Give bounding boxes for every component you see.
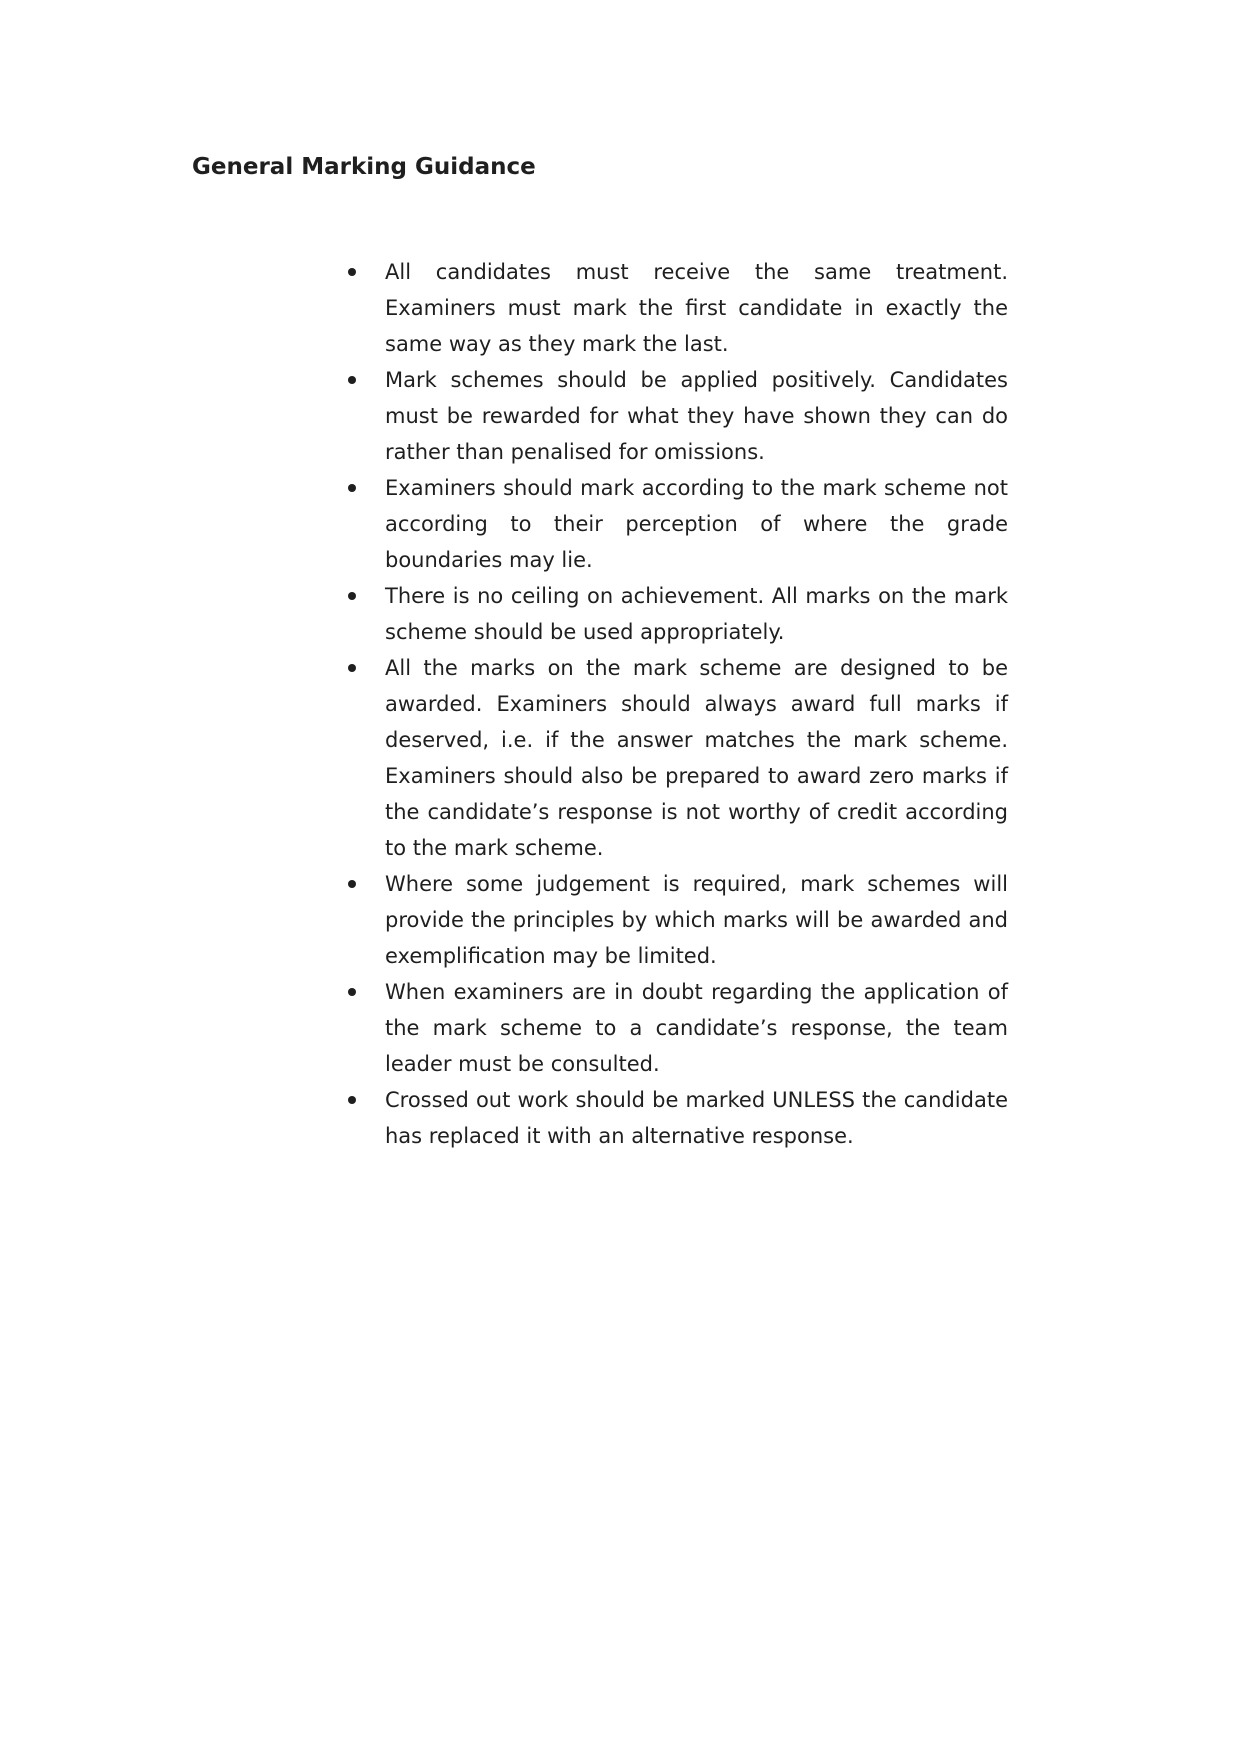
list-item-text: When examiners are in doubt regarding the application of the mark scheme to a candidate’s response, the team leader must be consulted. [385, 980, 1008, 1076]
bullet-icon [348, 664, 356, 672]
list-item [348, 470, 1008, 578]
bullet-icon [348, 1096, 356, 1104]
list-item [348, 974, 1008, 1082]
list-item [348, 650, 1008, 866]
bullet-icon [348, 268, 356, 276]
list-item-text: Crossed out work should be marked UNLESS the candidate has replaced it with an alternative response. [385, 1088, 1008, 1148]
list-item-text: There is no ceiling on achievement. All marks on the mark scheme should be used appropriately. [385, 584, 1008, 644]
list-item-text: All candidates must receive the same treatment. Examiners must mark the first candidate in exactly the same way as they mark the last. [385, 260, 1008, 356]
list-item [348, 578, 1008, 650]
list-item [348, 362, 1008, 470]
list-item [348, 866, 1008, 974]
page-title: General Marking Guidance [192, 154, 536, 180]
list-item-text: Where some judgement is required, mark schemes will provide the principles by which marks will be awarded and exemplification may be limited. [385, 872, 1008, 968]
bullet-icon [348, 376, 356, 384]
list-item [348, 1082, 1008, 1154]
list-item-text: Examiners should mark according to the mark scheme not according to their perception of where the grade boundaries may lie. [385, 476, 1008, 572]
list-item-text: All the marks on the mark scheme are designed to be awarded. Examiners should always award full marks if deserved, i.e. if the answer matches the mark scheme. Examiners should also be prepared to award zero marks if the candidate’s response is not worthy of credit according to the mark scheme. [385, 656, 1008, 860]
list-item-text: Mark schemes should be applied positively. Candidates must be rewarded for what they have shown they can do rather than penalised for omissions. [385, 368, 1008, 464]
bullet-icon [348, 592, 356, 600]
bullet-icon [348, 880, 356, 888]
guidance-list [348, 254, 1008, 1154]
bullet-icon [348, 484, 356, 492]
bullet-icon [348, 988, 356, 996]
list-item [348, 254, 1008, 362]
